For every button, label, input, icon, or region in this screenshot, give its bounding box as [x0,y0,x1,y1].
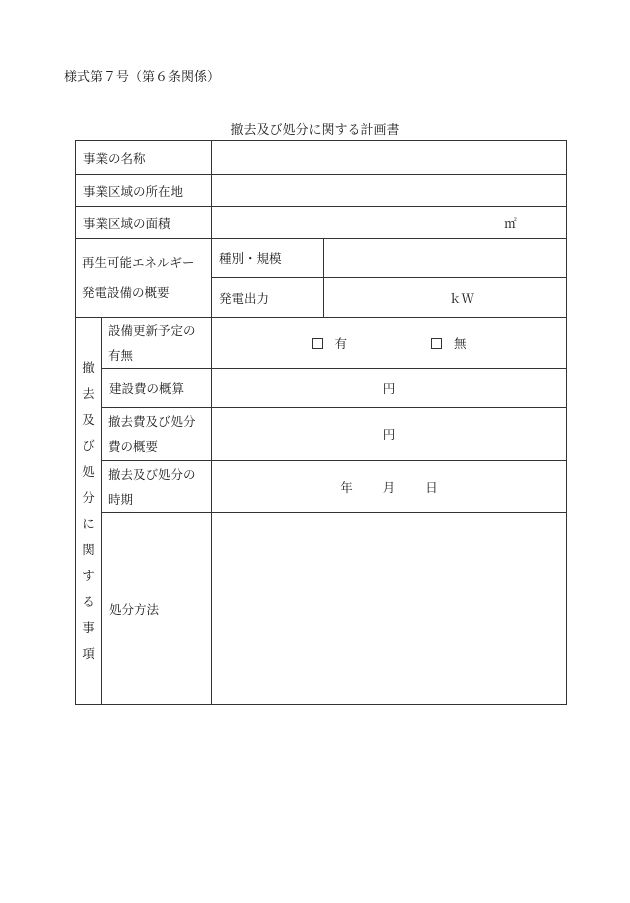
year-label: 年 [340,479,353,495]
label-project-area: 事業区域の面積 [76,207,212,239]
label-construction-cost: 建設費の概算 [102,369,212,408]
removal-timing-line2: 時期 [108,491,134,507]
vertical-char: 去 [82,386,95,401]
field-removal-cost[interactable] [212,408,567,461]
vertical-char: 項 [82,646,95,661]
vertical-char: 事 [82,620,95,635]
field-disposal-method[interactable] [212,513,567,705]
renewal-plan-line1: 設備更新予定の [108,323,196,338]
vertical-char: 関 [82,542,95,557]
field-type-scale[interactable] [324,239,567,278]
plan-table [75,140,567,705]
label-type-scale: 種別・規模 [212,239,324,278]
label-removal-cost [102,408,212,461]
row-construction-cost [76,369,567,408]
row-project-name [76,141,567,175]
yen-unit: 円 [382,381,396,396]
field-construction-cost[interactable] [212,369,567,408]
option-no-label: 無 [454,336,467,351]
field-project-name[interactable] [212,141,567,175]
checkbox-no[interactable] [431,338,442,349]
option-yes-label: 有 [334,336,348,351]
vertical-char: る [82,594,95,609]
removal-timing-line1: 撤去及び処分の [108,466,196,482]
option-no[interactable] [431,334,467,352]
vertical-char: に [82,516,95,531]
field-project-area[interactable] [212,207,567,239]
label-project-location: 事業区域の所在地 [76,175,212,207]
yen-unit: 円 [382,427,396,442]
removal-cost-line2: 費の概要 [108,439,159,454]
row-removal-cost [76,408,567,461]
vertical-char: 撤 [82,360,95,375]
label-removal-section [76,318,102,705]
row-disposal-method [76,513,567,705]
label-renewal-plan [102,318,212,369]
form-number: 様式第７号（第６条関係） [64,70,221,85]
vertical-char: 分 [82,490,95,505]
row-project-location [76,175,567,207]
vertical-char: す [82,568,95,583]
area-unit: ㎡ [504,215,517,231]
vertical-char: 処 [82,464,95,479]
label-equipment-overview [76,239,212,318]
removal-cost-line1: 撤去費及び処分 [108,414,196,429]
field-renewal-plan [212,318,567,369]
vertical-char: 及 [82,412,95,427]
row-removal-timing [76,461,567,513]
label-removal-timing [102,461,212,513]
checkbox-yes[interactable] [312,338,323,349]
row-project-area [76,207,567,239]
equipment-overview-line1: 再生可能エネルギー [82,255,195,270]
equipment-overview-line2: 発電設備の概要 [82,285,170,300]
row-renewal-plan [76,318,567,369]
row-type-scale [76,239,567,278]
month-label: 月 [382,479,396,495]
field-project-location[interactable] [212,175,567,207]
label-disposal-method: 処分方法 [102,513,212,705]
option-yes[interactable] [312,334,348,352]
label-output: 発電出力 [212,278,324,318]
vertical-char: び [82,438,95,453]
day-label: 日 [425,479,438,495]
label-project-name: 事業の名称 [76,141,212,175]
field-output[interactable] [324,278,567,318]
document-title: 撤去及び処分に関する計画書 [230,123,400,138]
field-removal-timing[interactable] [212,461,567,513]
renewal-plan-line2: 有無 [108,348,134,363]
output-unit: ｋＷ [449,290,475,306]
